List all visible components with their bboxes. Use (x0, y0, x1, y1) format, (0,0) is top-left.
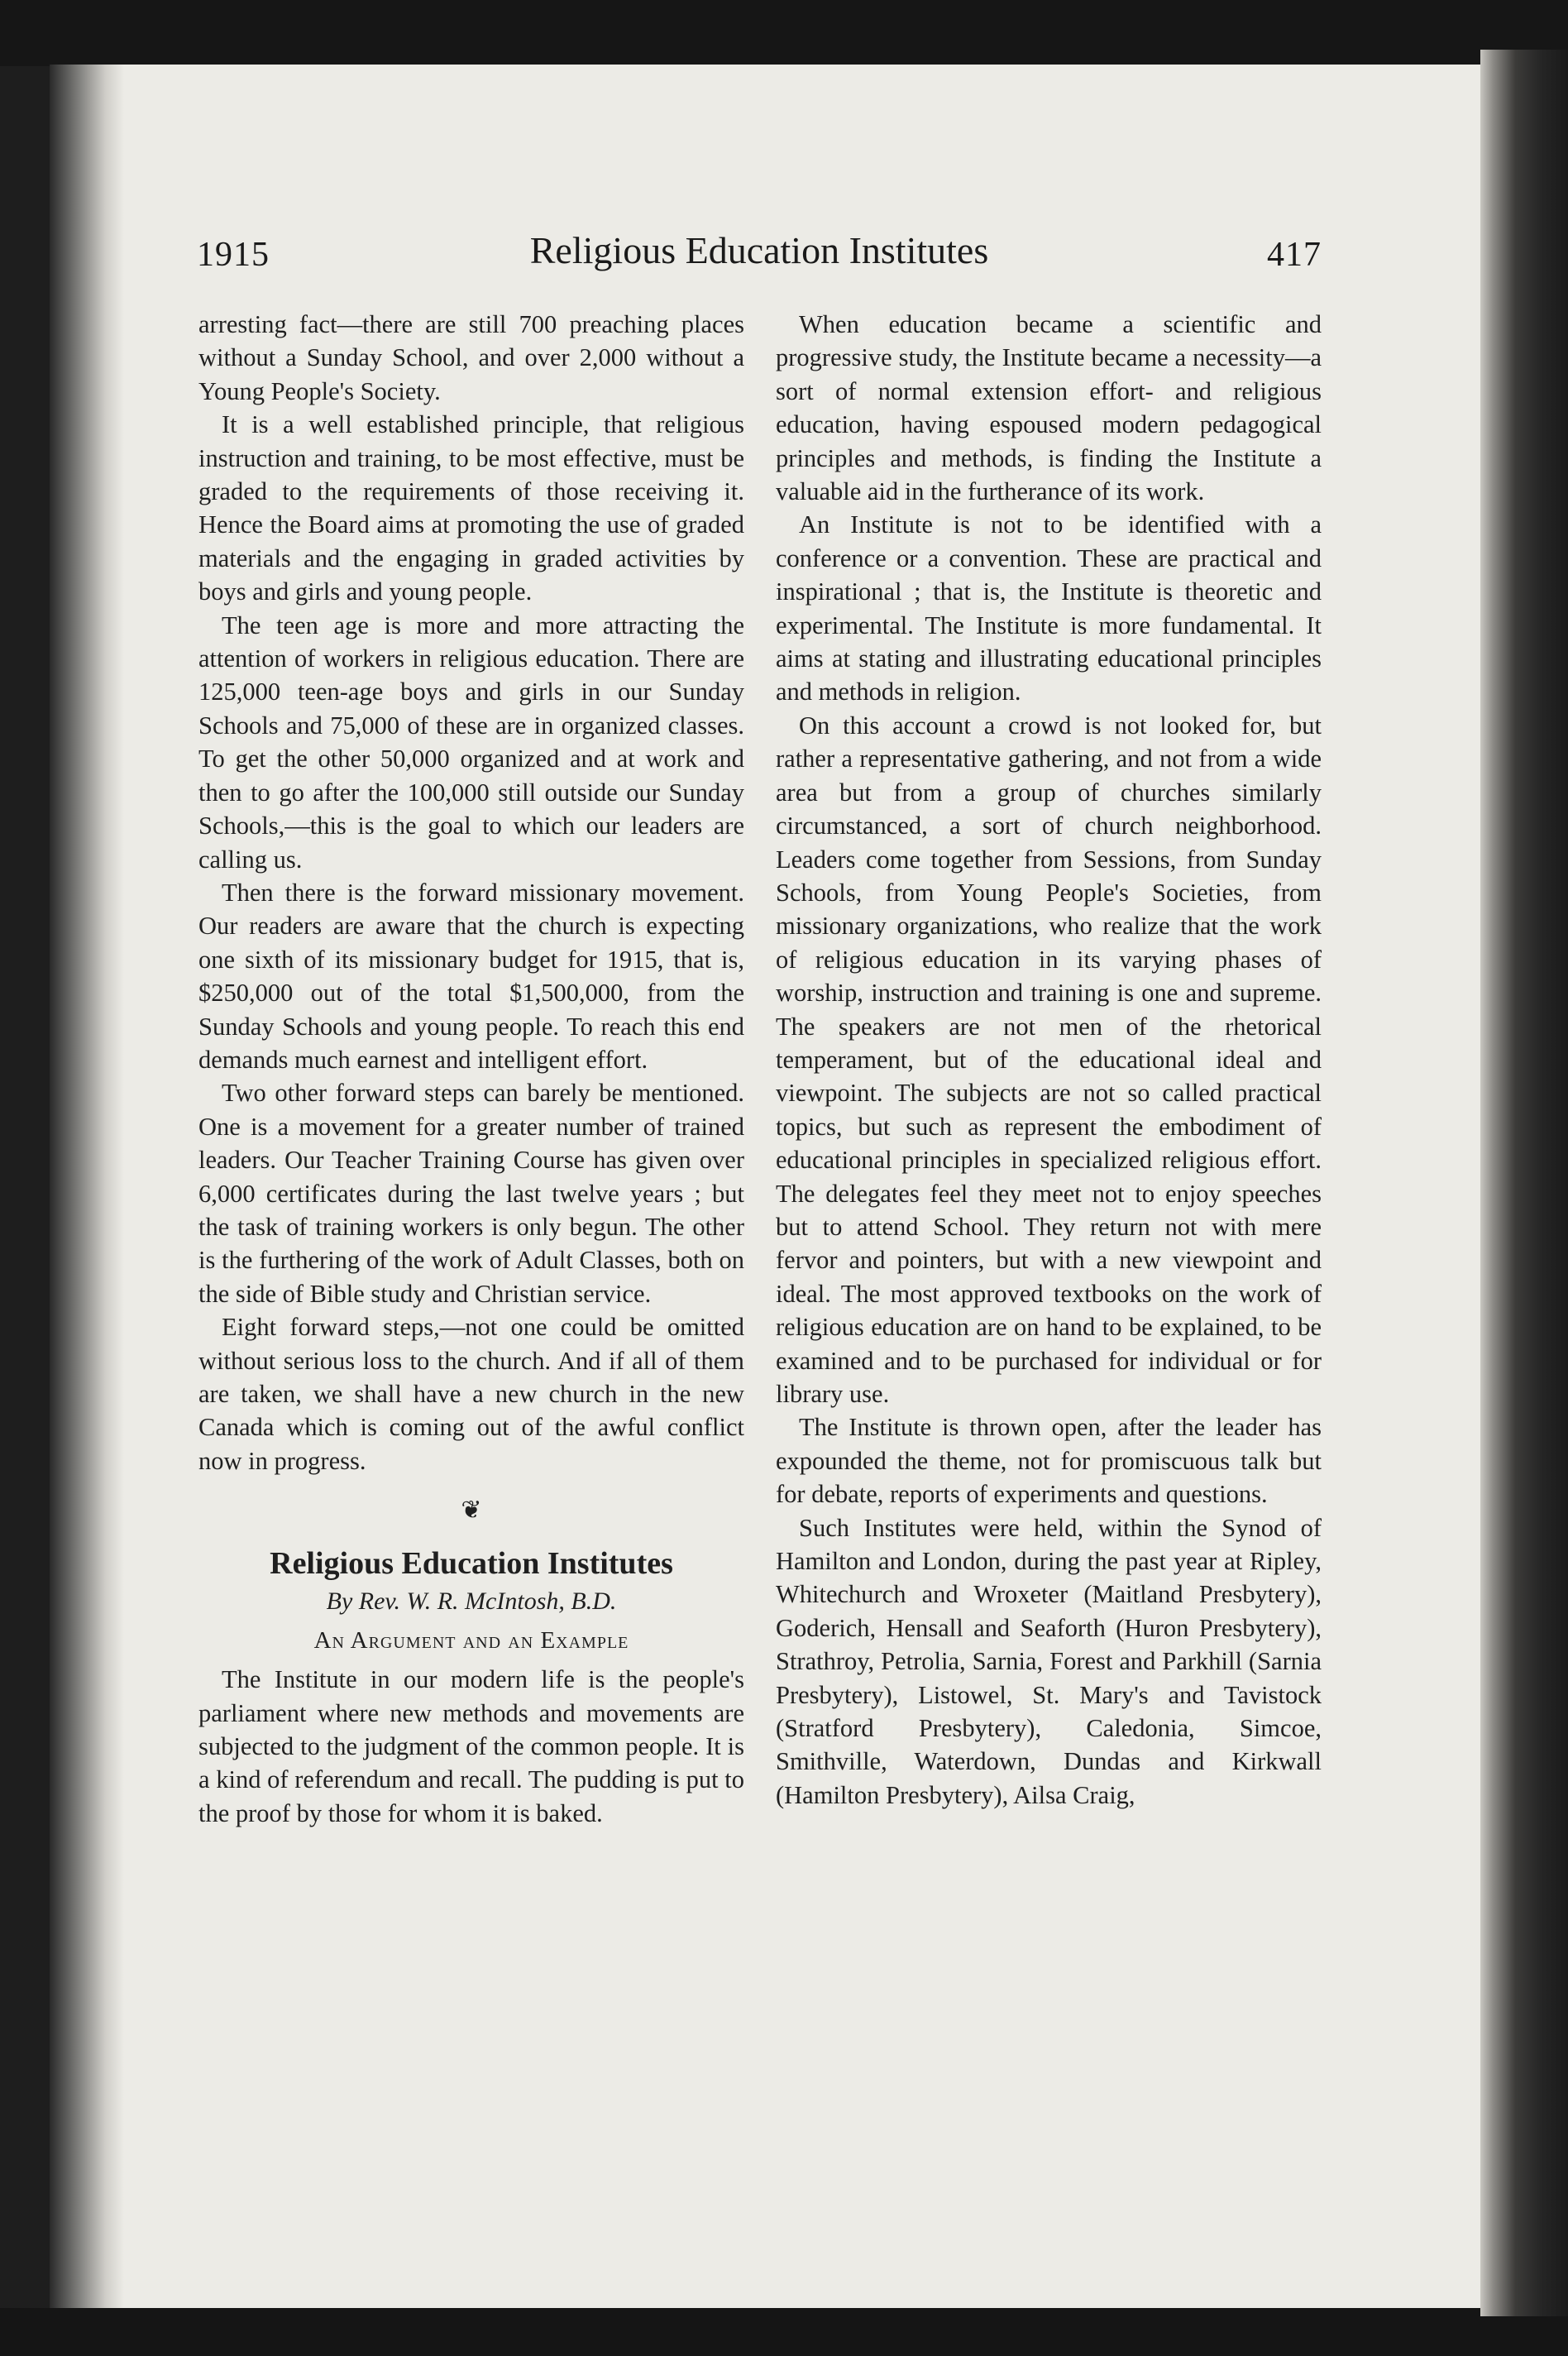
paragraph: An Institute is not to be identified with a conference or a convention. These are practical and inspirational ; that is, the Institute is theoretic and experimental. The Institute is more fundamental. It aims at stating and illustrating educational principles and methods in religion. (776, 510, 1322, 706)
paragraph: The Institute in our modern life is the people's parliament where new methods and movements are subjected to the judgment of the common people. It is a kind of referendum and recall. The pudding is put to the proof by those for whom it is baked. (198, 1665, 744, 1827)
running-head-title: Religious Education Institutes (529, 229, 989, 271)
page-edge-shadow (1480, 50, 1568, 2316)
paragraph: When education became a scientific and progressive study, the Institute became a necessity—a sort of normal extension effort- and religious education, having espoused modern pedagogical principles and methods, is finding the Institute a valuable aid in the furtherance of its work. (776, 310, 1322, 506)
paragraph: The Institute is thrown open, after the leader has expounded the theme, not for promiscuous talk but for debate, reports of experiments and questions. (776, 1413, 1322, 1509)
article-byline: By Rev. W. R. McIntosh, B.D. (326, 1587, 617, 1616)
running-head-year: 1915 (197, 236, 270, 274)
right-column (776, 308, 1322, 1812)
left-column (198, 308, 744, 1830)
paragraph: Then there is the forward missionary movement. Our readers are aware that the church is expecting one sixth of its missionary budget for 1915, that is, $250,000 out of the total $1,500,000, from the Sunday Schools and young people. To reach this end demands much earnest and intelligent effort. (198, 878, 744, 1074)
paragraph: Such Institutes were held, within the Synod of Hamilton and London, during the past year at Ripley, Whitechurch and Wroxeter (Maitland Presbytery), Goderich, Hensall and Seaforth (Huron Presbytery), Strathroy, Petrolia, Sarnia, Forest and Parkhill (Sarnia Presbytery), Listowel, St. Mary's and Tavistock (Stratford Presbytery), Caledonia, Simcoe, Smithville, Waterdown, Dundas and Kirkwall (Hamilton Presbytery), Ailsa Craig, (776, 1513, 1322, 1809)
scan-background-top (0, 0, 1568, 66)
article-title: Religious Education Institutes (270, 1546, 673, 1582)
page-number: 417 (1267, 236, 1322, 274)
article-subtitle: An Argument and an Example (313, 1627, 629, 1654)
paragraph: It is a well established principle, that religious instruction and training, to be most effective, must be graded to the requirements of those receiving it. Hence the Board aims at promoting the use of graded materials and the engaging in graded activities by boys and girls and young people. (198, 410, 744, 606)
paragraph: Two other forward steps can barely be mentioned. One is a movement for a greater number of trained leaders. Our Teacher Training Course has given over 6,000 certificates during the last twelve years ; but the task of training workers is only begun. The other is the furthering of the work of Adult Classes, both on the side of Bible study and Christian service. (198, 1079, 744, 1308)
section-ornament-icon: ❦ (461, 1496, 482, 1525)
paragraph: Eight forward steps,—not one could be omitted without serious loss to the church. And if all of them are taken, we shall have a new church in the new Canada which is coming out of the awful conflict now in progress. (198, 1313, 744, 1475)
paragraph: The teen age is more and more attracting the attention of workers in religious education. There are 125,000 teen-age boys and girls in our Sunday Schools and 75,000 of these are in organized classes. To get the other 50,000 organized and at work and then to go after the 100,000 still outside our Sunday Schools,—this is the goal to which our leaders are calling us. (198, 611, 744, 874)
paragraph: arresting fact—there are still 700 preaching places without a Sunday School, and over 2,000 without a Young People's Society. (198, 310, 744, 405)
paragraph: On this account a crowd is not looked for, but rather a representative gathering, and not from a wide area but from a group of churches similarly circumstanced, a sort of church neighborhood. Leaders come together from Sessions, from Sunday Schools, from Young People's Societies, from missionary organizations, who realize that the work of religious education in its varying phases of worship, instruction and training is one and supreme. The speakers are not men of the rhetorical temperament, but of the educational ideal and viewpoint. The subjects are not so called practical topics, but such as represent the embodiment of educational principles in specialized religious effort. The delegates feel they meet not to enjoy speeches but to attend School. They return not with mere fervor and pointers, but with a new viewpoint and ideal. The most approved textbooks on the work of religious education are on hand to be explained, to be examined and to be purchased for individual or for library use. (776, 711, 1322, 1408)
running-head (197, 228, 1322, 286)
scan-background-bottom (0, 2308, 1568, 2356)
page-gutter-shadow (50, 65, 124, 2308)
